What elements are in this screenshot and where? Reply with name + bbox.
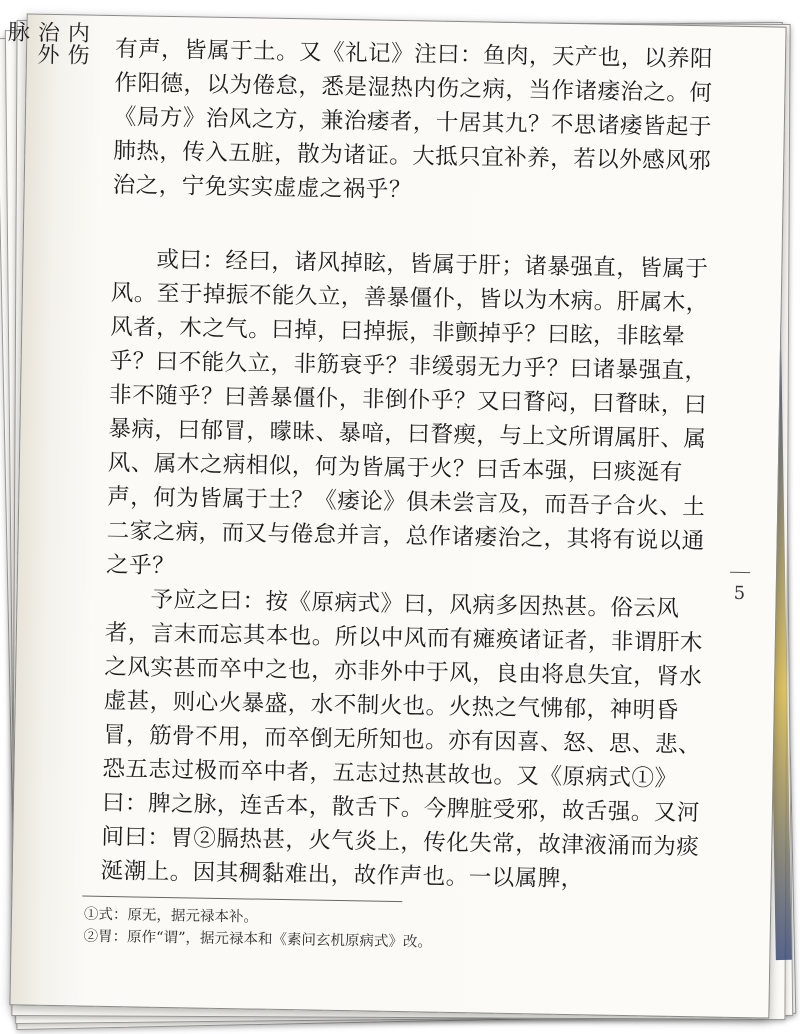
page-number: 5	[733, 582, 746, 605]
body-text	[100, 32, 727, 899]
fragment-text: 治外	[33, 20, 60, 66]
page-number-rule	[730, 572, 750, 573]
paragraph: 予应之曰：按《原病式》曰，风病多因热甚。俗云风者，言末而忘其本也。所以中风而有瘫痪诸证者，非谓肝木之风实甚而卒中之也，亦非外中于风，良由将息失宜，肾水虚甚，则心火暴盛，水不制火也。火热之气怫郁，神明昏冒，筋骨不用，而卒倒无所知也。亦有因喜、怒、思、悲、恐五志过极而卒中者，五志过热甚故也。又《原病式①》曰：脾之脉，连舌本，散舌下。今脾脏受邪，故舌强。又河间曰：胃②膈热甚，火气炎上，传化失常，故津液涌而为痰涎潮上。因其稠黏难出，故作声也。一以属脾，	[100, 586, 704, 893]
footnotes	[83, 904, 684, 958]
fragment-text: 内伤	[63, 21, 90, 66]
paragraph: 有声，皆属于土。又《礼记》注曰：鱼肉，天产也，以养阳作阳德，以为倦怠，悉是湿热内伤之病，当作诸痿治之。何《局方》治风之方，兼治痿者，十居其九？不思诸痿皆起于肺热，传入五脏，散为诸证。大抵只宜补养，若以外感风邪治之，宁免实实虚虚之祸乎？	[112, 35, 714, 204]
footnote: ①式：原无，据元禄本补。	[83, 906, 259, 926]
book-page	[4, 13, 786, 1018]
paragraph: 或曰：经曰，诸风掉眩，皆属于肝；诸暴强直，皆属于风。至于掉振不能久立，善暴僵仆，皆以为木病。肝属木，风者，木之气。曰掉，曰掉振，非颤掉乎？曰眩，非眩晕乎？曰不能久立，非筋衰乎？非缓弱无力乎？曰诸暴强直，非不随乎？曰善暴僵仆，非倒仆乎？又曰瞀闷，曰瞀昧，曰暴病，曰郁冒，曚昧、暴喑，曰瞀瘈，与上文所谓属肝、属风、属木之病相似，何为皆属于火？曰舌本强，曰痰涎有声，何为皆属于土？《痿论》俱未尝言及，而吾子合火、土二家之病，而又与倦怠并言，总作诸痿治之，其将有说以通之乎？	[105, 246, 710, 580]
footnote: ②胃：原作“谓”，据元禄本和《素问玄机原病式》改。	[83, 928, 433, 951]
left-page-fragment	[4, 20, 91, 222]
fragment-text: 脉	[4, 20, 30, 43]
footnote-rule	[82, 896, 402, 903]
